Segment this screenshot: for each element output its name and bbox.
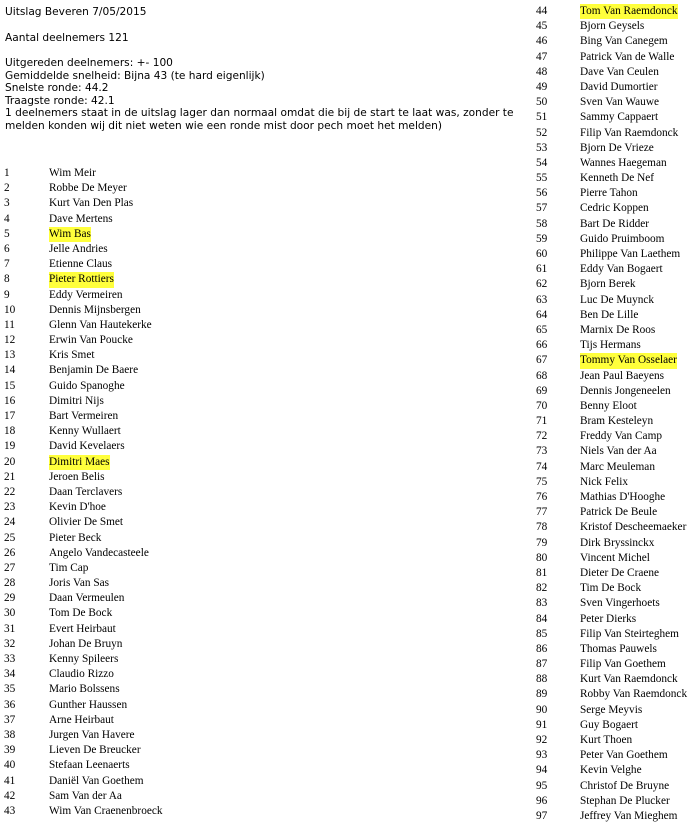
rider-name-highlighted: Tom Van Raemdonck (580, 4, 678, 19)
rider-name: Peter Van Goethem (580, 749, 668, 762)
result-position: 11 (4, 318, 15, 331)
rider-name: Bjorn De Vrieze (580, 141, 654, 154)
slowest-lap: Traagste ronde: 42.1 (5, 94, 115, 107)
rider-name: Daan Vermeulen (49, 592, 125, 605)
result-position: 83 (536, 597, 548, 610)
rider-name-highlighted: Pieter Rottiers (49, 272, 114, 287)
rider-name: Etienne Claus (49, 258, 113, 271)
result-position: 69 (536, 384, 548, 397)
rider-name: Kurt Thoen (580, 734, 633, 746)
rider-name: Bing Van Canegem (580, 35, 668, 48)
rider-name: Bram Kesteleyn (580, 415, 654, 428)
rider-name: Dennis Mijnsbergen (49, 303, 141, 316)
result-position: 19 (4, 440, 16, 453)
rider-name: Robby Van Raemdonck (580, 688, 688, 701)
result-position: 10 (4, 303, 16, 316)
result-position: 59 (536, 232, 548, 245)
result-position: 48 (536, 65, 548, 78)
result-position: 7 (4, 258, 10, 271)
result-position: 37 (4, 713, 16, 726)
rider-name: Jeffrey Van Mieghem (580, 809, 678, 822)
result-position: 53 (536, 141, 548, 154)
rider-name: Kenny Spileers (49, 653, 119, 665)
result-position: 78 (536, 521, 548, 534)
rider-name: Lieven De Breucker (49, 744, 141, 757)
result-position: 1 (4, 167, 10, 179)
result-position: 27 (4, 561, 16, 574)
rider-name: Jelle Andries (49, 242, 108, 255)
result-position: 90 (536, 703, 548, 716)
result-position: 68 (536, 369, 548, 382)
result-position: 64 (536, 308, 548, 321)
rider-name: Kristof Descheemaeker (580, 521, 687, 534)
rider-name: Sven Vingerhoets (580, 597, 660, 610)
result-position: 39 (4, 744, 16, 757)
finished-count: Uitgereden deelnemers: +- 100 (5, 57, 173, 69)
result-position: 57 (536, 202, 548, 215)
rider-name: Kevin D'hoe (49, 501, 106, 514)
rider-name: Filip Van Steirteghem (580, 627, 679, 640)
result-header (5, 6, 530, 132)
result-position: 26 (4, 546, 16, 559)
rider-name: Peter Dierks (580, 612, 637, 625)
rider-name: Kurt Van Den Plas (49, 197, 134, 210)
rider-name: Guido Pruimboom (580, 232, 665, 245)
result-position: 8 (4, 273, 10, 286)
result-position: 6 (4, 242, 10, 255)
rider-name: Pierre Tahon (580, 187, 638, 200)
result-position: 92 (536, 734, 548, 746)
rider-name: Luc De Muynck (580, 293, 655, 306)
result-position: 46 (536, 35, 548, 48)
result-position: 62 (536, 278, 548, 291)
result-position: 50 (536, 96, 548, 109)
result-position: 79 (536, 536, 548, 549)
rider-name: Claudio Rizzo (49, 668, 114, 681)
rider-name: Marnix De Roos (580, 323, 656, 336)
rider-name: Benny Eloot (580, 399, 637, 412)
rider-name: Kenneth De Nef (580, 172, 655, 185)
rider-name: Ben De Lille (580, 308, 639, 321)
rider-name: Tijs Hermans (580, 339, 641, 352)
rider-name: Stefaan Leenaerts (49, 759, 130, 772)
result-position: 66 (536, 339, 548, 352)
rider-name: Bjorn Berek (580, 278, 636, 291)
result-position: 81 (536, 566, 548, 579)
result-position: 54 (536, 156, 548, 169)
result-position: 55 (536, 172, 548, 185)
result-position: 20 (4, 455, 16, 468)
result-position: 22 (4, 485, 16, 498)
result-position: 80 (536, 551, 548, 564)
rider-name: Stephan De Plucker (580, 794, 670, 807)
average-speed: Gemiddelde snelheid: Bijna 43 (te hard eigenlijk) (5, 69, 265, 82)
rider-name: Dieter De Craene (580, 566, 660, 579)
rider-name: Kenny Wullaert (49, 425, 121, 438)
rider-name: Jurgen Van Havere (49, 728, 135, 741)
rider-name: Nick Felix (580, 475, 629, 488)
rider-name: Mathias D'Hooghe (580, 491, 666, 503)
rider-name: Joris Van Sas (49, 577, 110, 590)
result-position: 87 (536, 658, 548, 671)
rider-name: Cedric Koppen (580, 202, 649, 215)
rider-name: Wim Meir (49, 167, 96, 179)
rider-name: Bart Vermeiren (49, 410, 119, 422)
participants-count: Aantal deelnemers 121 (5, 31, 129, 44)
fastest-lap: Snelste ronde: 44.2 (5, 82, 109, 94)
rider-name: Sam Van der Aa (49, 789, 122, 802)
result-position: 36 (4, 698, 16, 711)
result-position: 77 (536, 506, 548, 519)
result-position: 56 (536, 187, 548, 200)
result-position: 96 (536, 794, 548, 807)
rider-name: Filip Van Raemdonck (580, 126, 679, 139)
result-position: 61 (536, 263, 548, 276)
rider-name: Niels Van der Aa (580, 445, 657, 458)
rider-name: Philippe Van Laethem (580, 248, 681, 260)
rider-name: Arne Heirbaut (49, 713, 114, 726)
result-position: 88 (536, 673, 548, 686)
rider-name-highlighted: Wim Bas (49, 227, 91, 242)
result-position: 34 (4, 668, 16, 681)
result-position: 28 (4, 577, 16, 590)
rider-name: Dave Van Ceulen (580, 65, 659, 78)
result-position: 3 (4, 197, 10, 210)
result-position: 86 (536, 642, 548, 655)
result-position: 21 (4, 470, 16, 483)
result-position: 85 (536, 627, 548, 640)
rider-name: Jean Paul Baeyens (580, 369, 665, 382)
result-position: 72 (536, 430, 548, 443)
result-position: 74 (536, 460, 548, 473)
result-position: 23 (4, 501, 16, 514)
rider-name: Serge Meyvis (580, 703, 643, 716)
rider-name: Sven Van Wauwe (580, 96, 659, 109)
rider-name: Jeroen Belis (49, 470, 105, 483)
rider-name: Daniël Van Goethem (49, 774, 144, 787)
result-position: 12 (4, 334, 16, 347)
rider-name: Angelo Vandecasteele (49, 546, 149, 559)
rider-name: David Kevelaers (49, 440, 125, 453)
rider-name: Dennis Jongeneelen (580, 384, 671, 397)
result-position: 44 (536, 5, 548, 17)
result-position: 16 (4, 394, 16, 407)
result-position: 40 (4, 759, 16, 772)
rider-name: Wim Van Craenenbroeck (49, 804, 163, 817)
result-position: 2 (4, 182, 10, 195)
result-position: 70 (536, 399, 548, 412)
rider-name: Sammy Cappaert (580, 111, 659, 124)
rider-name: Bjorn Geysels (580, 20, 645, 33)
result-position: 49 (536, 80, 548, 93)
rider-name: Dirk Bryssinckx (580, 536, 655, 549)
rider-name: Guy Bogaert (580, 718, 639, 731)
rider-name: Bart De Ridder (580, 217, 650, 230)
rider-name: Gunther Haussen (49, 698, 128, 711)
rider-name: Eddy Van Bogaert (580, 263, 663, 276)
rider-name: Tim Cap (49, 561, 89, 574)
rider-name: David Dumortier (580, 80, 658, 93)
result-position: 24 (4, 516, 16, 529)
rider-name: Patrick De Beule (580, 506, 658, 519)
result-position: 58 (536, 217, 548, 230)
result-position: 14 (4, 364, 16, 377)
result-position: 82 (536, 582, 548, 595)
rider-name: Patrick Van de Walle (580, 50, 675, 63)
result-position: 31 (4, 622, 16, 635)
spacer (5, 44, 530, 57)
rider-name: Kurt Van Raemdonck (580, 673, 678, 686)
document-title: Uitslag Beveren 7/05/2015 (5, 6, 147, 18)
rider-name: Christof De Bruyne (580, 779, 670, 792)
rider-name: Erwin Van Poucke (49, 334, 133, 347)
rider-name: Daan Terclavers (49, 485, 123, 498)
result-position: 71 (536, 415, 548, 428)
result-position: 89 (536, 688, 548, 701)
rider-name: Wannes Haegeman (580, 156, 667, 169)
result-position: 97 (536, 809, 548, 822)
rider-name: Marc Meuleman (580, 460, 655, 473)
rider-name: Dave Mertens (49, 212, 113, 225)
result-position: 73 (536, 445, 548, 458)
rider-name: Freddy Van Camp (580, 430, 663, 443)
result-position: 63 (536, 293, 548, 306)
result-position: 60 (536, 248, 548, 260)
result-position: 84 (536, 612, 548, 625)
result-position: 43 (4, 804, 16, 817)
rider-name: Evert Heirbaut (49, 622, 116, 635)
rider-name: Tom De Bock (49, 607, 113, 620)
result-position: 15 (4, 379, 16, 392)
result-position: 32 (4, 637, 16, 650)
result-position: 29 (4, 592, 16, 605)
rider-name: Tim De Bock (580, 582, 642, 595)
rider-name: Eddy Vermeiren (49, 288, 123, 301)
rider-name: Dimitri Nijs (49, 394, 104, 407)
rider-name: Mario Bolssens (49, 683, 120, 696)
result-position: 94 (536, 764, 548, 777)
result-position: 42 (4, 789, 16, 802)
rider-name-highlighted: Dimitri Maes (49, 455, 110, 470)
rider-name: Guido Spanoghe (49, 379, 125, 392)
rider-name: Olivier De Smet (49, 516, 124, 529)
result-position: 75 (536, 475, 548, 488)
result-position: 18 (4, 425, 16, 438)
header-note: 1 deelnemers staat in de uitslag lager dan normaal omdat die bij de start te laat was, zonder te melden konden wij dit niet weten wie een ronde mist door pech moet het melden) (5, 107, 514, 132)
rider-name: Pieter Beck (49, 531, 102, 544)
result-position: 38 (4, 728, 16, 741)
rider-name: Kevin Velghe (580, 764, 642, 777)
result-position: 41 (4, 774, 16, 787)
result-position: 65 (536, 323, 548, 336)
result-position: 95 (536, 779, 548, 792)
result-position: 76 (536, 491, 548, 503)
result-position: 47 (536, 50, 548, 63)
result-position: 25 (4, 531, 16, 544)
rider-name: Benjamin De Baere (49, 364, 139, 377)
result-position: 13 (4, 349, 16, 362)
rider-name: Vincent Michel (580, 551, 650, 564)
result-position: 35 (4, 683, 16, 696)
rider-name-highlighted: Tommy Van Osselaer (580, 353, 677, 368)
rider-name: Glenn Van Hautekerke (49, 318, 152, 331)
result-position: 30 (4, 607, 16, 620)
result-position: 93 (536, 749, 548, 762)
spacer (5, 19, 530, 32)
result-position: 17 (4, 410, 16, 422)
result-position: 5 (4, 227, 10, 240)
result-position: 51 (536, 111, 548, 124)
result-position: 33 (4, 653, 16, 665)
result-position: 4 (4, 212, 10, 225)
result-position: 52 (536, 126, 548, 139)
result-position: 45 (536, 20, 548, 33)
rider-name: Robbe De Meyer (49, 182, 127, 195)
result-position: 9 (4, 288, 10, 301)
rider-name: Johan De Bruyn (49, 637, 123, 650)
result-position: 91 (536, 718, 548, 731)
rider-name: Kris Smet (49, 349, 95, 362)
rider-name: Thomas Pauwels (580, 642, 657, 655)
rider-name: Filip Van Goethem (580, 658, 666, 671)
result-position: 67 (536, 354, 548, 367)
